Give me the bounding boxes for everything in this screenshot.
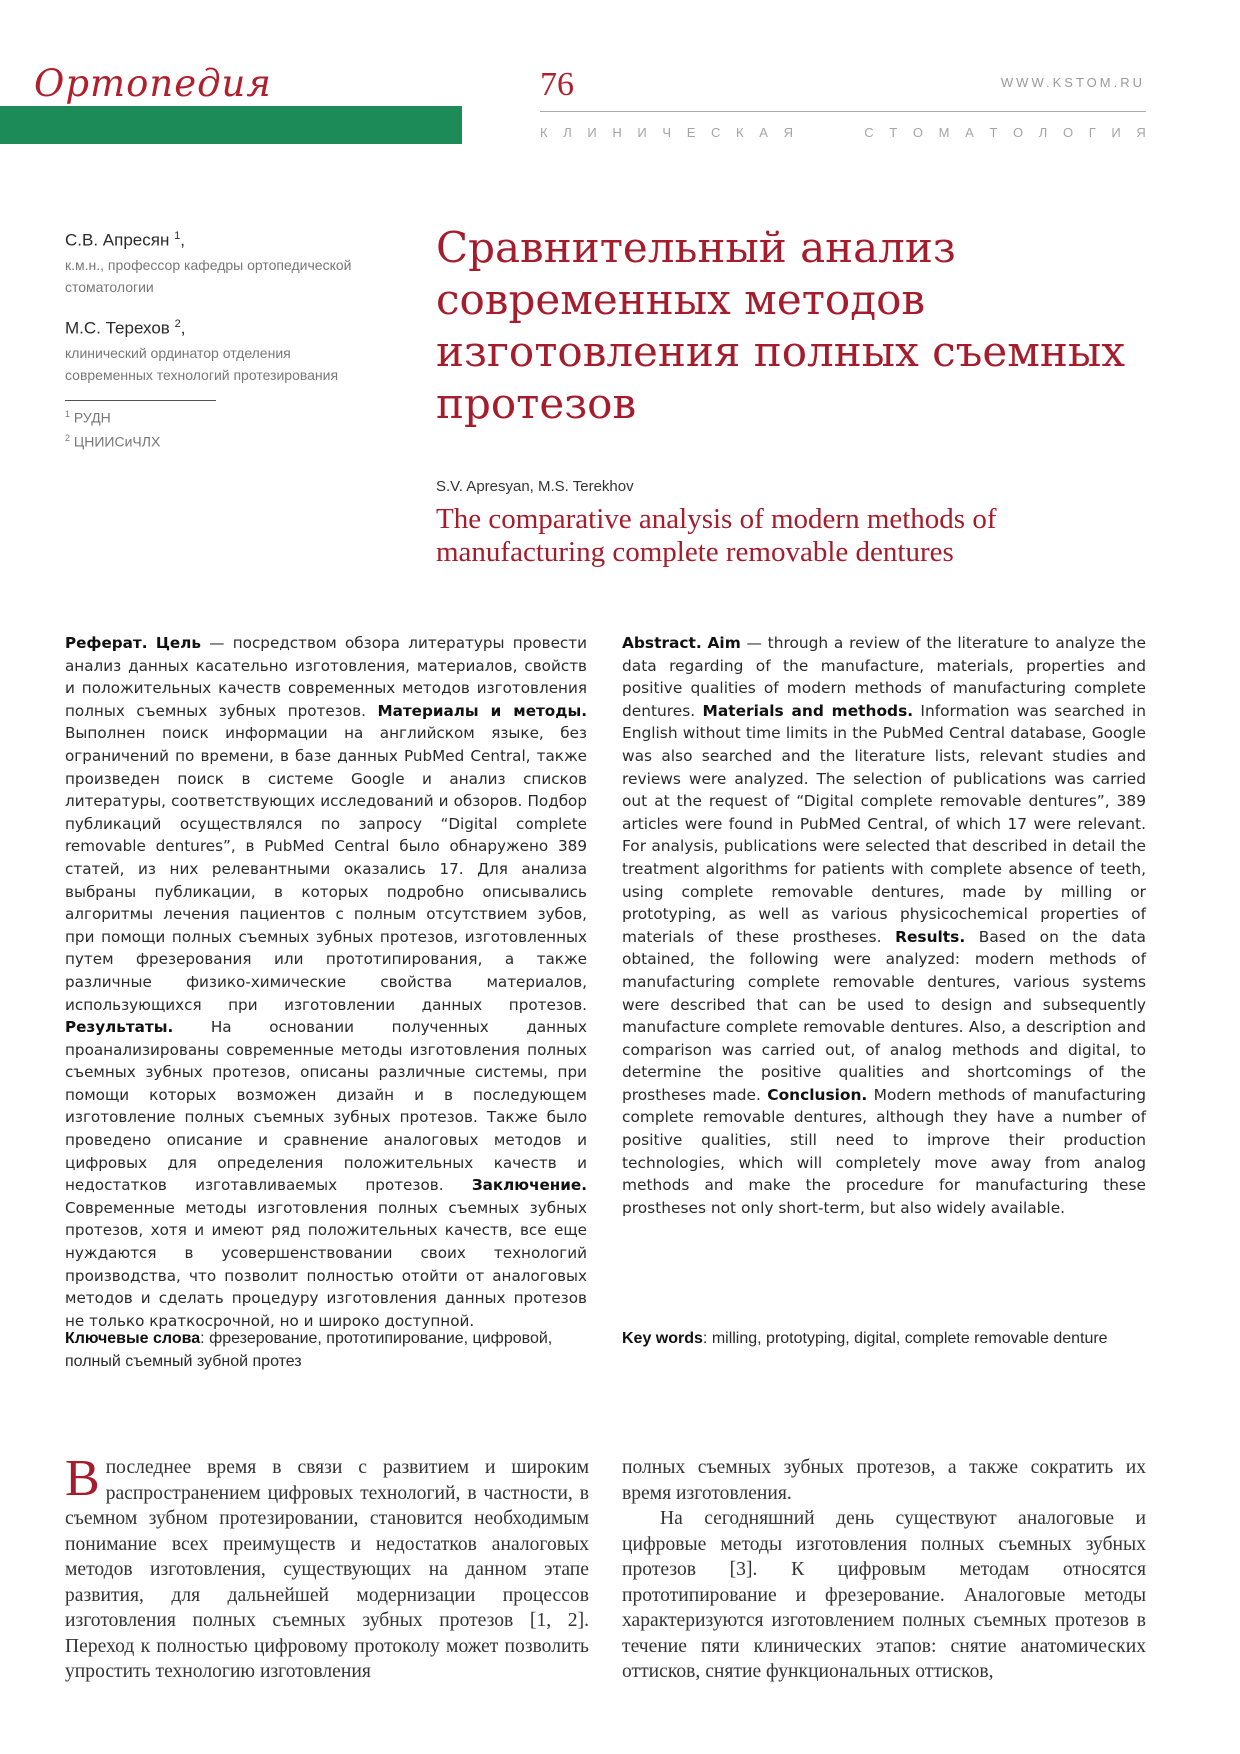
author-role: современных технологий протезирования (65, 366, 339, 383)
article-title-ru: Сравнительный анализ современных методов изготовления полных съемных протезов (436, 223, 1126, 428)
author-block: М.С. Терехов $^2$, клинический ординатор отделения современных технологий протезирования (65, 318, 405, 386)
journal-title-letter: И (1111, 125, 1121, 140)
journal-title-letter: Л (563, 125, 572, 140)
label: Результаты. (65, 1018, 174, 1037)
journal-title-letter: О (912, 125, 923, 140)
abstract-text: Information was searched in English without time limits in the PubMed Central database, Google was also searched and the literature lists, relevant studies and reviews were analyzed. The selection of publications was carried out at the request of “Digital complete removable dentures”, 389 articles were found in PubMed Central, of which 17 were relevant. For analysis, publications were selected that described in detail the treatment algorithms for patients with complete absence of teeth, using complete removable dentures, made by milling or prototyping, as well as various physicochemical properties of materials of these prostheses. (622, 701, 1146, 946)
affiliation-sup: 2 (65, 433, 71, 443)
journal-title-letter: Т (989, 125, 998, 140)
affiliation-sup: 1 (65, 409, 71, 419)
journal-title-letter: Л (1038, 125, 1048, 140)
journal-title-letter: С (711, 125, 721, 140)
abstract-text: Modern methods of manufacturing complete removable dentures, although they have a number of positive qualities, still need to improve their production technologies, which will completely move away from analog methods and make the procedure for manufacturing these prostheses not only short-term, but also widely available. (622, 1085, 1146, 1217)
body-paragraph: полных съемных зубных протезов, а также сократить их время изготовления. (622, 1457, 1146, 1504)
body-column-left (65, 1450, 589, 1685)
journal-title-gap (809, 125, 849, 140)
keywords-ru (65, 1327, 595, 1373)
author-block: С.В. Апресян $^1$, к.м.н., профессор кафедры ортопедической стоматологии (65, 230, 405, 298)
journal-title-letter: Е (686, 125, 696, 140)
keywords-text: : фрезерование, прототипирование, цифровой, полный съемный зубной протез (65, 1330, 553, 1370)
abstract-text: — through a review of the literature to analyze the data regarding of the manufacture, materials, properties and positive qualities of modern methods of manufacturing complete dentures. (622, 634, 1146, 720)
page-number: 76 (540, 66, 574, 103)
authors-en: S.V. Apresyan, M.S. Terekhov (436, 478, 634, 495)
keywords-en (622, 1327, 1146, 1350)
body-paragraph: На сегодняшний день существуют аналоговые и цифровые методы изготовления полных съемных зубных протезов [3]. К цифровым методам относятся прототипирование и фрезерование. Аналоговые методы характеризуются изготовлением полных съемных протезов в течение пяти клинических этапов: снятие анатомических оттисков, снятие функциональных оттисков, (622, 1508, 1146, 1682)
header-divider (540, 111, 1146, 112)
label: Abstract. (622, 634, 702, 652)
journal-title-letter: Н (612, 125, 622, 140)
abstract-text: Based on the data obtained, the following were analyzed: modern methods of manufacturing complete removable dentures, various systems were described that can be used to design and subsequently manufacture complete removable dentures. Also, a description and comparison was carried out, of analog methods and digital, to determine the positive qualities and shortcomings of the prostheses made. (622, 927, 1146, 1104)
keywords-label: Key words (622, 1330, 703, 1347)
journal-title-letter: Г (1088, 125, 1096, 140)
journal-title-letter: А (759, 125, 768, 140)
journal-title-letter: И (637, 125, 647, 140)
journal-title (540, 125, 1146, 140)
abstract-text: — посредством обзора литературы провести анализ данных касательно изготовления, материалов, свойств и положительных качеств современных методов изготовления полных съемных зубных протезов. (65, 634, 587, 720)
label: Conclusion. (767, 1085, 868, 1104)
label: Заключение. (471, 1176, 587, 1195)
keywords-label: Ключевые слова (65, 1330, 201, 1347)
article-title-en: The comparative analysis of modern methods of manufacturing complete removable dentures (436, 503, 997, 568)
abstract-text: Современные методы изготовления полных съемных зубных протезов, хотя и имеют ряд положительных качеств, все еще нуждаются в усовершенствовании своих технологий производства, что позволит полностью отойти от аналоговых методов и сделать процедуру изготовления данных протезов не только краткосрочной, но и широко доступной. (65, 1198, 587, 1330)
affiliation (65, 433, 160, 450)
label: Materials and methods. (702, 701, 914, 720)
author-affil-sup: 1 (174, 230, 181, 242)
journal-title-letter: Я (1136, 125, 1146, 140)
website-link[interactable]: WWW.KSTOM.RU (1000, 75, 1145, 90)
section-color-bar (0, 106, 462, 144)
author-role: к.м.н., профессор кафедры ортопедической (65, 256, 352, 273)
keywords-text: : milling, prototyping, digital, complete removable denture (702, 1330, 1108, 1347)
label: Aim (707, 634, 741, 652)
journal-title-letter: К (736, 125, 744, 140)
label: Материалы и методы. (377, 701, 588, 720)
journal-title-letter: Я (783, 125, 793, 140)
abstract-ru (65, 632, 587, 1332)
author-role: стоматологии (65, 278, 154, 295)
drop-cap: В (65, 1450, 100, 1507)
label: Results. (895, 927, 966, 946)
journal-title-letter: О (1013, 125, 1024, 140)
affiliation (65, 409, 111, 426)
affiliation-name: ЦНИИСиЧЛХ (73, 433, 161, 450)
author-role: клинический ординатор отделения (65, 344, 291, 361)
journal-title-letter: К (540, 125, 548, 140)
author-name: С.В. Апресян (65, 230, 170, 250)
abstract-en (622, 632, 1146, 1219)
journal-title-letter: О (1062, 125, 1074, 140)
journal-title-letter: М (938, 125, 950, 140)
label: Цель (155, 634, 201, 652)
label: Реферат. (65, 634, 148, 652)
body-paragraph: последнее время в связи с развитием и широким распространением цифровых технологий, в частности, в съемном зубном протезировании, становится необходимым понимание всех преимуществ и недостатков аналоговых методов изготовления, существующих на данном этапе развития, для дальнейшей модернизации процессов изготовления полных съемных зубных протезов [1, 2]. Переход к полностью цифровому протоколу может позволить упростить технологию изготовления (65, 1457, 589, 1682)
section-name: Ортопедия (34, 62, 272, 105)
affiliation-name: РУДН (73, 409, 111, 426)
journal-title-letter: Ч (662, 125, 672, 140)
journal-title-letter: С (864, 125, 874, 140)
abstract-text: На основании полученных данных проанализированы современные методы изготовления полных съемных зубных протезов, описаны различные системы, при помощи которых возможен дизайн и в последующем изготовление полных съемных зубных протезов. Также было проведено описание и сравнение аналоговых методов и цифровых для определения положительных качеств и недостатков изготавливаемых протезов. (65, 1018, 587, 1195)
author-name: М.С. Терехов (65, 318, 170, 338)
body-column-right (622, 1455, 1146, 1685)
journal-title-letter: И (587, 125, 597, 140)
journal-title-letter: Т (889, 125, 898, 140)
author-affil-sup: 2 (174, 318, 181, 330)
abstract-text: Выполнен поиск информации на английском языке, без ограничений по времени, в базе данных PubMed Central, также произведен поиск в системе Google и анализ списков литературы, соответствующих исследований и обзоров. Подбор публикаций осуществлялся по запросу “Digital complete removable dentures”, в PubMed Central было обнаружено 389 статей, из них релевантными оказались 17. Для анализа выбраны публикации, в которых подробно описывались алгоритмы лечения пациентов с полным отсутствием зубов, при помощи полных съемных зубных протезов, изготовленных путем фрезерования или прототипирования, а также различные физико-химические свойства материалов, использующихся при изготовлении данных протезов. (65, 724, 587, 1014)
journal-title-letter: А (965, 125, 974, 140)
affiliation-divider (65, 400, 216, 401)
